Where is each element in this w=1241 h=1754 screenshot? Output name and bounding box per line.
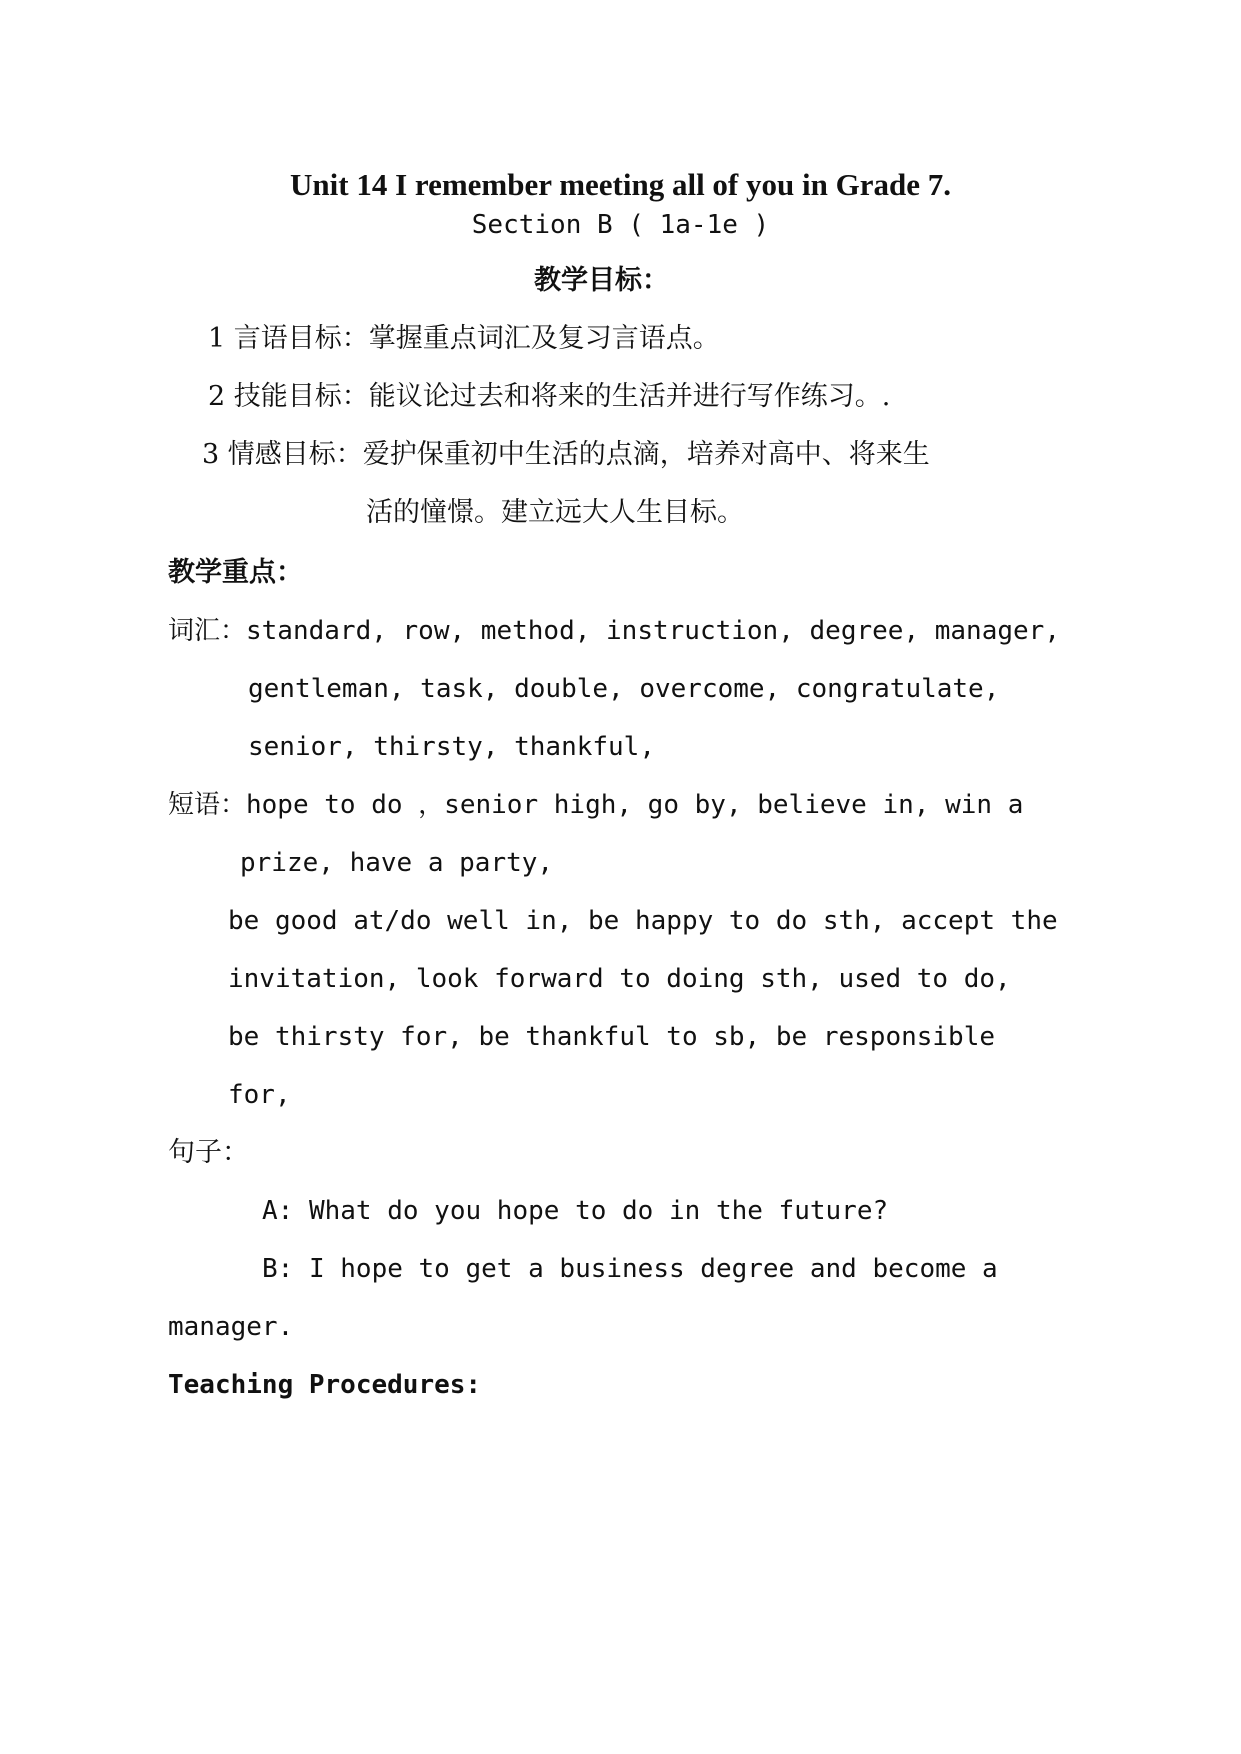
- sentence-line: A: What do you hope to do in the future?: [262, 1196, 889, 1226]
- sentences-heading: 句子：: [168, 1137, 249, 1168]
- vocabulary-line: senior, thirsty, thankful,: [248, 732, 655, 762]
- objectives-heading: 教学目标：: [534, 265, 669, 296]
- phrases-line: for,: [228, 1080, 291, 1110]
- phrases-line: invitation, look forward to doing sth, used to do,: [228, 964, 1011, 994]
- key-points-heading: 教学重点：: [168, 557, 303, 588]
- phrases-line: be good at/do well in, be happy to do sth, accept the: [228, 906, 1058, 936]
- document-title: Unit 14 I remember meeting all of you in Grade 7.: [290, 167, 951, 202]
- sentence-line: B: I hope to get a business degree and become a: [262, 1254, 998, 1284]
- vocabulary-line: 词汇：standard, row, method, instruction, degree, manager,: [168, 616, 1060, 646]
- section-subtitle: Section B ( 1a-1e ): [471, 210, 770, 240]
- phrases-line: prize, have a party,: [240, 848, 554, 878]
- sentence-line: manager.: [168, 1312, 294, 1342]
- objective-emotion: 3 情感目标：爱护保重初中生活的点滴，培养对高中、将来生: [202, 439, 930, 470]
- phrases-line: 短语：hope to do ，senior high, go by, believe in, win a: [168, 790, 1024, 820]
- phrases-line: be thirsty for, be thankful to sb, be responsible: [228, 1022, 996, 1052]
- objective-emotion-continued: 活的憧憬。建立远大人生目标。: [366, 497, 744, 528]
- procedures-heading: Teaching Procedures:: [168, 1370, 482, 1400]
- vocabulary-line: gentleman, task, double, overcome, congratulate,: [248, 674, 1000, 704]
- objective-skill: 2 技能目标：能议论过去和将来的生活并进行写作练习。.: [208, 381, 891, 412]
- objective-language: 1 言语目标：掌握重点词汇及复习言语点。: [208, 323, 720, 354]
